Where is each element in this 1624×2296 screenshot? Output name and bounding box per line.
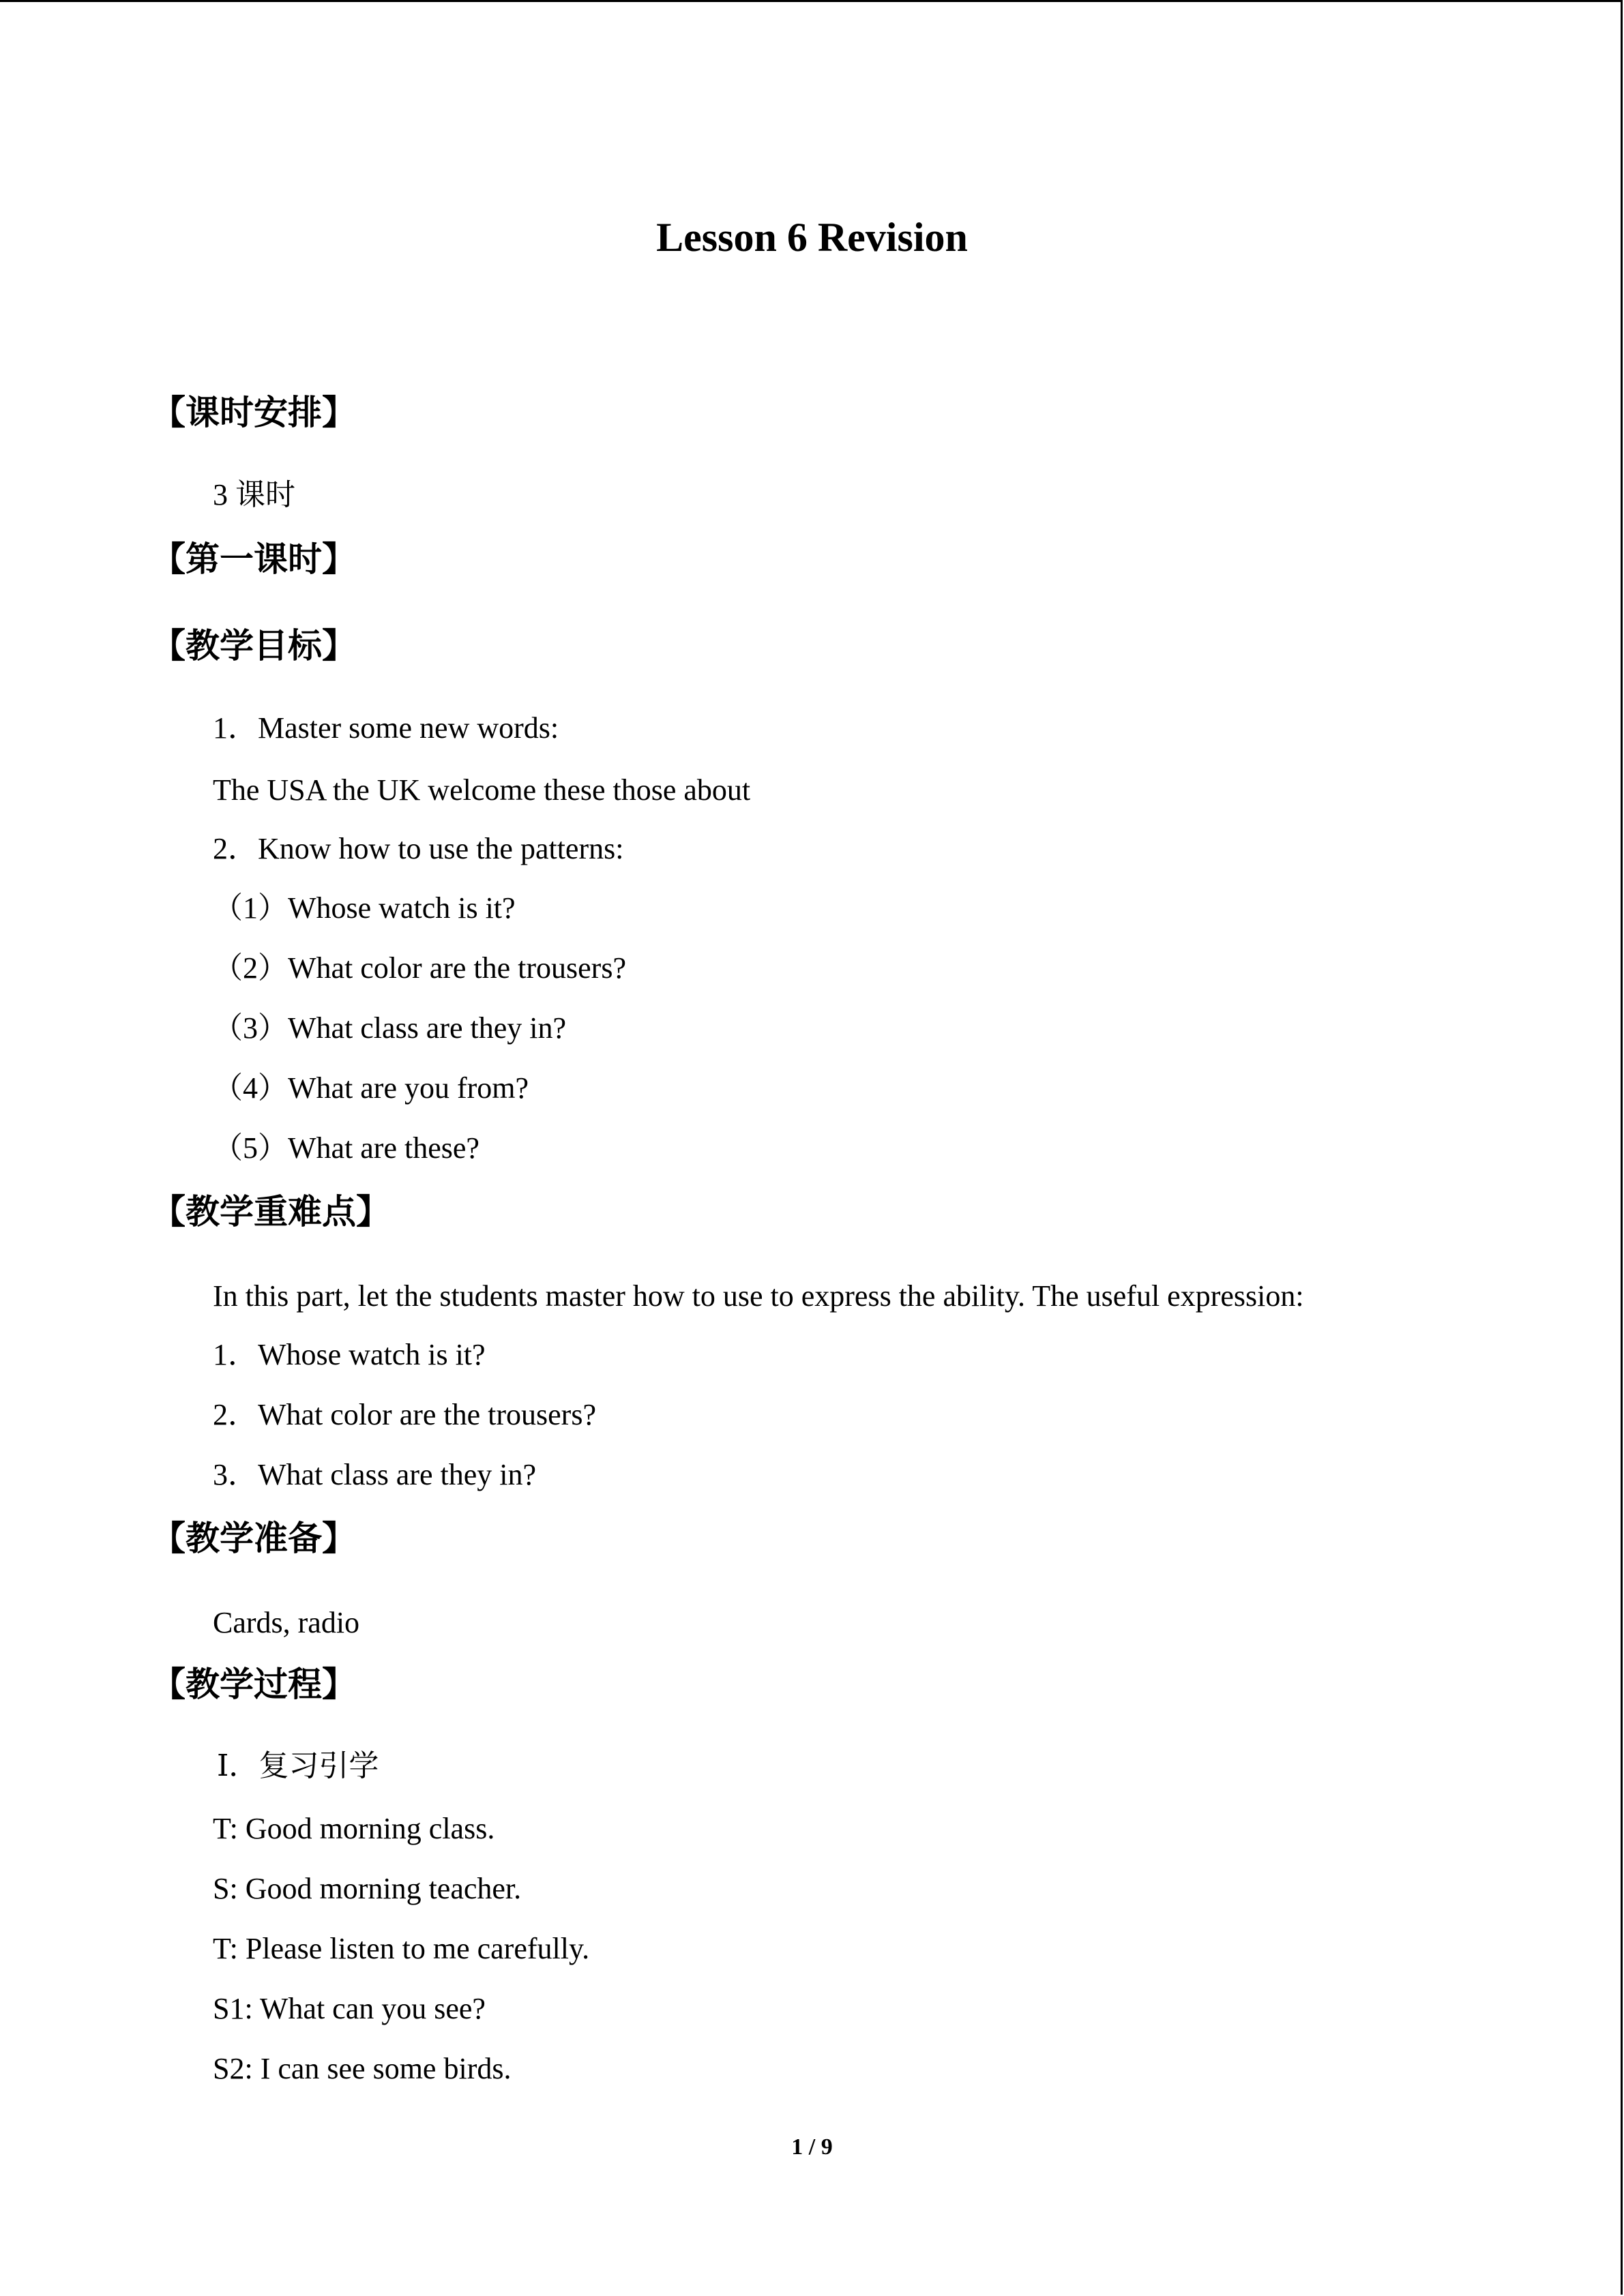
document-title: Lesson 6 Revision <box>656 215 968 260</box>
process-line: S: Good morning teacher. <box>213 1872 522 1905</box>
objective-line: （3）What class are they in? <box>213 1011 567 1045</box>
key-point-line: 1．Whose watch is it? <box>213 1338 486 1371</box>
objective-line: （1）Whose watch is it? <box>213 891 516 925</box>
preparation-text: Cards, radio <box>213 1606 360 1639</box>
schedule-text: 3 课时 <box>213 478 295 511</box>
key-point-line: 3．What class are they in? <box>213 1458 537 1491</box>
key-point-line: In this part, let the students master how to use to express the ability. The useful expression: <box>213 1279 1304 1313</box>
process-line: Ⅰ．复习引学 <box>217 1749 379 1783</box>
process-line: S2: I can see some birds. <box>213 2052 512 2085</box>
key-point-line: 2．What color are the trousers? <box>213 1398 596 1431</box>
process-line: S1: What can you see? <box>213 1992 486 2025</box>
objective-line: （5）What are these? <box>213 1131 479 1165</box>
objective-line: 1．Master some new words: <box>213 711 559 745</box>
heading-key-points: 【教学重难点】 <box>151 1192 390 1232</box>
process-line: T: Good morning class. <box>213 1812 495 1845</box>
heading-preparation: 【教学准备】 <box>151 1519 356 1558</box>
heading-schedule: 【课时安排】 <box>151 393 356 432</box>
heading-objectives: 【教学目标】 <box>151 626 356 666</box>
page-number: 1 / 9 <box>791 2134 833 2160</box>
heading-process: 【教学过程】 <box>151 1665 356 1704</box>
objective-line: 2．Know how to use the patterns: <box>213 832 624 865</box>
process-line: T: Please listen to me carefully. <box>213 1932 590 1965</box>
objective-line: The USA the UK welcome these those about <box>213 773 751 807</box>
objective-line: （4）What are you from? <box>213 1071 529 1105</box>
objective-line: （2）What color are the trousers? <box>213 951 626 985</box>
heading-first-period: 【第一课时】 <box>151 539 356 579</box>
